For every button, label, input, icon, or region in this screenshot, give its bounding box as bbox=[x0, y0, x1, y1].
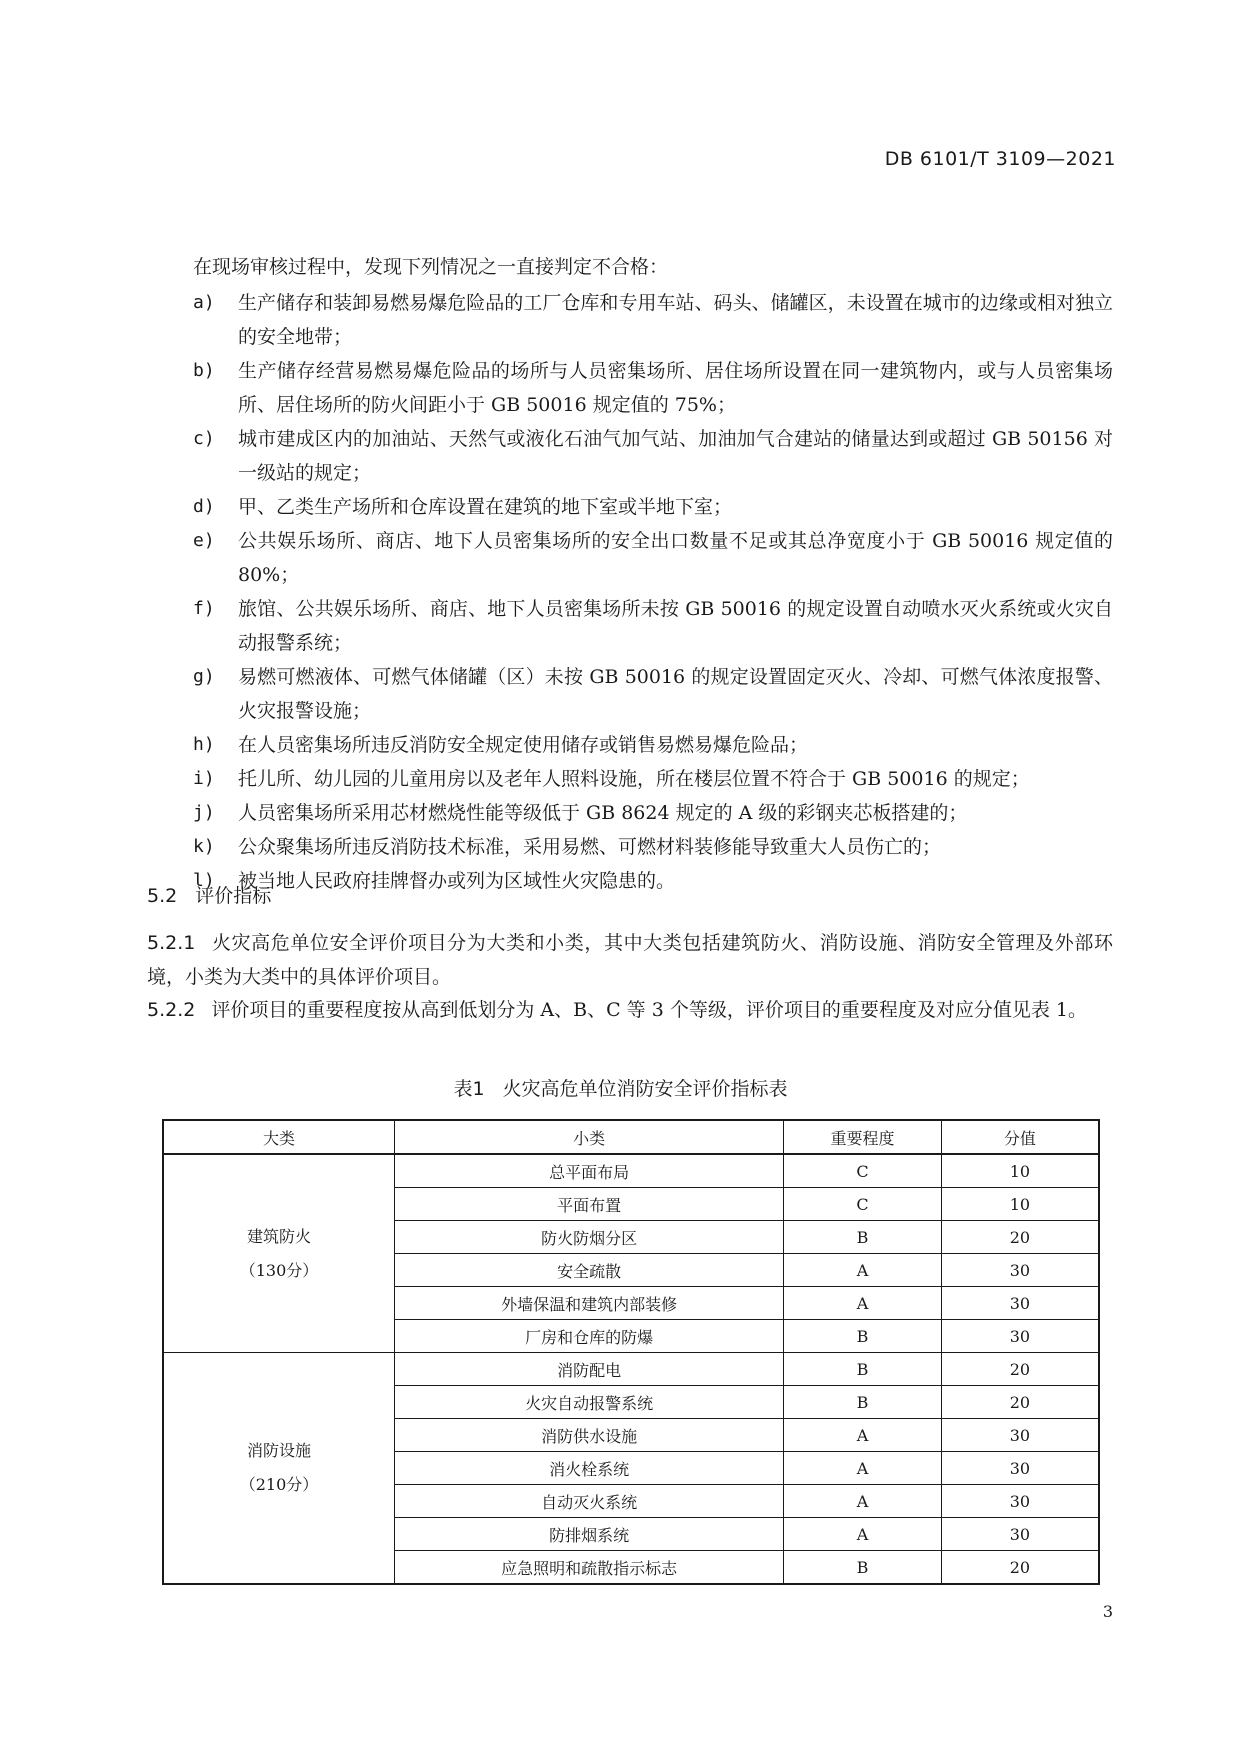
table-header-row bbox=[163, 1120, 1099, 1154]
list-item bbox=[193, 592, 1113, 660]
list-item bbox=[193, 762, 1113, 796]
table-caption bbox=[0, 1074, 1241, 1101]
column-header: 大类 bbox=[163, 1120, 395, 1154]
disqualification-list bbox=[193, 286, 1113, 898]
list-item-text: 易燃可燃液体、可燃气体储罐（区）未按 GB 50016 的规定设置固定灭火、冷却、可燃气体浓度报警、火灾报警设施； bbox=[238, 666, 1113, 722]
list-item bbox=[193, 490, 1113, 524]
score-cell: 30 bbox=[941, 1287, 1099, 1320]
table-caption-number: 表1 bbox=[453, 1078, 485, 1100]
section-number: 5.2 bbox=[147, 885, 178, 907]
subcategory-cell: 消防配电 bbox=[395, 1353, 784, 1386]
list-item-text: 公众聚集场所违反消防技术标准，采用易燃、可燃材料装修能导致重大人员伤亡的； bbox=[238, 836, 942, 858]
subcategory-cell: 厂房和仓库的防爆 bbox=[395, 1320, 784, 1353]
score-cell: 30 bbox=[941, 1518, 1099, 1551]
subcategory-cell: 总平面布局 bbox=[395, 1154, 784, 1188]
list-item-label: b) bbox=[193, 360, 215, 381]
clause-text: 评价项目的重要程度按从高到低划分为 A、B、C 等 3 个等级，评价项目的重要程度及对应分值见表 1。 bbox=[211, 999, 1087, 1021]
category-score: （130分） bbox=[239, 1260, 319, 1280]
subcategory-cell: 防火防烟分区 bbox=[395, 1221, 784, 1254]
importance-cell: B bbox=[784, 1386, 942, 1419]
list-item-label: i) bbox=[193, 768, 215, 789]
list-item-label: e) bbox=[193, 530, 215, 551]
category-score: （210分） bbox=[239, 1475, 319, 1494]
list-item-text: 甲、乙类生产场所和仓库设置在建筑的地下室或半地下室； bbox=[238, 496, 733, 518]
subcategory-cell: 防排烟系统 bbox=[395, 1518, 784, 1551]
importance-cell: C bbox=[784, 1188, 942, 1221]
score-cell: 20 bbox=[941, 1386, 1099, 1419]
list-item bbox=[193, 830, 1113, 864]
list-item bbox=[193, 286, 1113, 354]
list-item-text: 被当地人民政府挂牌督办或列为区域性火灾隐患的。 bbox=[238, 870, 676, 892]
subcategory-cell: 应急照明和疏散指示标志 bbox=[395, 1551, 784, 1585]
clause-paragraph bbox=[147, 926, 1113, 994]
list-item-text: 人员密集场所采用芯材燃烧性能等级低于 GB 8624 规定的 A 级的彩钢夹芯板搭建的； bbox=[238, 802, 968, 824]
importance-cell: A bbox=[784, 1287, 942, 1320]
list-item-label: j) bbox=[193, 802, 215, 823]
column-header: 分值 bbox=[941, 1120, 1099, 1154]
subcategory-cell: 自动灭火系统 bbox=[395, 1485, 784, 1518]
category-cell bbox=[163, 1154, 395, 1353]
list-item bbox=[193, 660, 1113, 728]
section-heading bbox=[147, 881, 271, 908]
category-cell bbox=[163, 1353, 395, 1585]
subcategory-cell: 安全疏散 bbox=[395, 1254, 784, 1287]
list-item bbox=[193, 354, 1113, 422]
importance-cell: B bbox=[784, 1353, 942, 1386]
clause-text: 火灾高危单位安全评价项目分为大类和小类，其中大类包括建筑防火、消防设施、消防安全管理及外部环境，小类为大类中的具体评价项目。 bbox=[147, 932, 1113, 988]
list-item-label: d) bbox=[193, 496, 215, 517]
list-item-text: 在人员密集场所违反消防安全规定使用储存或销售易燃易爆危险品； bbox=[238, 734, 809, 756]
list-item-label: k) bbox=[193, 836, 215, 857]
clause-number: 5.2.1 bbox=[147, 932, 196, 954]
subcategory-cell: 外墙保温和建筑内部装修 bbox=[395, 1287, 784, 1320]
category-name: 建筑防火 bbox=[247, 1226, 312, 1246]
table-row bbox=[163, 1154, 1099, 1188]
list-item bbox=[193, 728, 1113, 762]
clause-number: 5.2.2 bbox=[147, 999, 196, 1021]
table-caption-title: 火灾高危单位消防安全评价指标表 bbox=[502, 1078, 788, 1100]
score-cell: 20 bbox=[941, 1353, 1099, 1386]
evaluation-index-table bbox=[162, 1119, 1100, 1585]
clause-paragraph bbox=[147, 993, 1113, 1027]
list-item bbox=[193, 864, 1113, 898]
list-item-text: 生产储存和装卸易燃易爆危险品的工厂仓库和专用车站、码头、储罐区，未设置在城市的边缘或相对独立的安全地带； bbox=[238, 292, 1113, 348]
importance-cell: B bbox=[784, 1320, 942, 1353]
list-item-text: 托儿所、幼儿园的儿童用房以及老年人照料设施，所在楼层位置不符合于 GB 50016 的规定； bbox=[238, 768, 1030, 790]
list-item-text: 公共娱乐场所、商店、地下人员密集场所的安全出口数量不足或其总净宽度小于 GB 50016 规定值的 80%； bbox=[238, 530, 1113, 586]
importance-cell: A bbox=[784, 1254, 942, 1287]
score-cell: 20 bbox=[941, 1221, 1099, 1254]
score-cell: 30 bbox=[941, 1452, 1099, 1485]
importance-cell: A bbox=[784, 1485, 942, 1518]
column-header: 重要程度 bbox=[784, 1120, 942, 1154]
intro-paragraph: 在现场审核过程中，发现下列情况之一直接判定不合格： bbox=[193, 256, 669, 278]
list-item bbox=[193, 524, 1113, 592]
list-item-label: l) bbox=[193, 870, 215, 891]
subcategory-cell: 平面布置 bbox=[395, 1188, 784, 1221]
page-number: 3 bbox=[1102, 1602, 1113, 1621]
list-item bbox=[193, 796, 1113, 830]
subcategory-cell: 火灾自动报警系统 bbox=[395, 1386, 784, 1419]
subcategory-cell: 消火栓系统 bbox=[395, 1452, 784, 1485]
list-item-label: g) bbox=[193, 666, 215, 687]
importance-cell: A bbox=[784, 1452, 942, 1485]
score-cell: 10 bbox=[941, 1188, 1099, 1221]
table-row bbox=[163, 1353, 1099, 1386]
list-item-text: 城市建成区内的加油站、天然气或液化石油气加气站、加油加气合建站的储量达到或超过 GB 50156 对一级站的规定； bbox=[238, 428, 1113, 484]
importance-cell: A bbox=[784, 1419, 942, 1452]
document-code: DB 6101/T 3109—2021 bbox=[884, 148, 1116, 170]
importance-cell: C bbox=[784, 1154, 942, 1188]
score-cell: 30 bbox=[941, 1485, 1099, 1518]
list-item-text: 生产储存经营易燃易爆危险品的场所与人员密集场所、居住场所设置在同一建筑物内，或与人员密集场所、居住场所的防火间距小于 GB 50016 规定值的 75%； bbox=[238, 360, 1113, 416]
importance-cell: B bbox=[784, 1551, 942, 1585]
score-cell: 10 bbox=[941, 1154, 1099, 1188]
list-item bbox=[193, 422, 1113, 490]
list-item-label: a) bbox=[193, 292, 215, 313]
score-cell: 30 bbox=[941, 1320, 1099, 1353]
list-item-label: f) bbox=[193, 598, 215, 619]
column-header: 小类 bbox=[395, 1120, 784, 1154]
section-title: 评价指标 bbox=[195, 885, 272, 907]
list-item-label: c) bbox=[193, 428, 215, 449]
importance-cell: A bbox=[784, 1518, 942, 1551]
score-cell: 30 bbox=[941, 1254, 1099, 1287]
score-cell: 30 bbox=[941, 1419, 1099, 1452]
subcategory-cell: 消防供水设施 bbox=[395, 1419, 784, 1452]
list-item-label: h) bbox=[193, 734, 215, 755]
list-item-text: 旅馆、公共娱乐场所、商店、地下人员密集场所未按 GB 50016 的规定设置自动喷水灭火系统或火灾自动报警系统； bbox=[238, 598, 1113, 654]
category-name: 消防设施 bbox=[247, 1441, 312, 1460]
score-cell: 20 bbox=[941, 1551, 1099, 1585]
importance-cell: B bbox=[784, 1221, 942, 1254]
